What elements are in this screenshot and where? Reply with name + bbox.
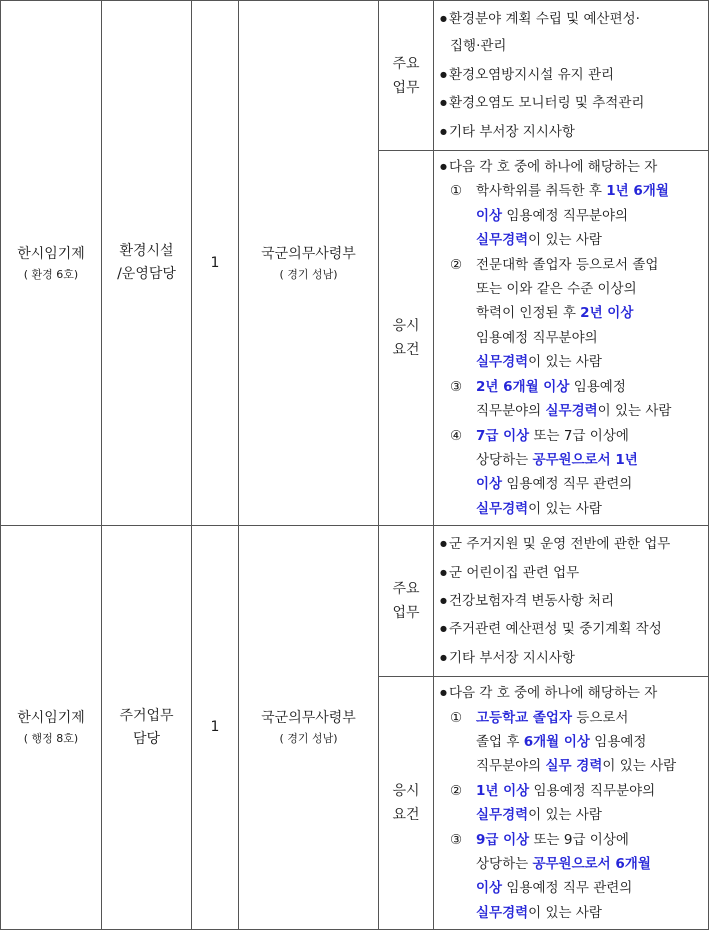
record-2-task-cell [102,526,192,930]
text: 상당하는 [476,451,533,468]
text: 또는 9급 이상에 [529,831,629,848]
highlight: 고등학교 졸업자 [476,709,572,726]
record-1-req-line-9 [440,375,704,399]
record-2-duty-1: ● 군 주거지원 및 운영 전반에 관한 업무 [440,530,704,558]
text: 상당하는 [476,856,533,872]
text: 학사학위를 취득한 후 [476,183,607,200]
record-2-req-label [379,677,434,930]
text: 임용예정 직무 관련의 [502,476,633,493]
record-2-req-line-2 [440,730,704,754]
text: 직무분야의 [476,758,546,775]
record-1-type-cell [1,1,102,526]
text: 등으로서 [572,709,629,726]
record-1-duties-row [1,1,709,151]
record-1-agency: 국군의무사령부 [261,245,356,262]
highlight: 1년 이상 [476,782,530,799]
record-1-req-line-8 [440,350,704,374]
record-2-req-line-9 [440,901,704,925]
record-1-req-line-14 [440,497,704,521]
record-1-task-b: /운영담당 [117,266,176,283]
record-2-req-intro: ● 다음 각 호 중에 하나에 해당하는 자 [440,681,704,705]
record-2-duty-5: ● 기타 부서장 지시사항 [440,644,704,672]
record-2-task-b: 담당 [132,730,161,747]
record-2-req-line-3 [440,754,704,778]
record-1-location: ( 경기 성남) [279,267,338,281]
record-1-agency-cell [239,1,379,526]
record-1-req-list [434,151,709,526]
text: 이 있는 사람 [602,758,677,775]
record-2-type: 한시임기제 [17,710,85,727]
record-1-req-line-11 [440,424,704,448]
text: 임용예정 직무분야의 [502,207,629,224]
record-1-req-line-10 [440,399,704,423]
record-1-req-intro: ● 다음 각 호 중에 하나에 해당하는 자 [440,155,704,179]
record-1-type-sub: ( 환경 6호) [23,267,79,281]
record-1-duty-4: ● 기타 부서장 지시사항 [440,118,704,146]
record-1-count: 1 [192,1,239,526]
highlight: 공무원으로서 6개월 [532,856,651,872]
text: 임용예정 직무 관련의 [502,880,633,897]
record-2-duty-3: ● 건강보험자격 변동사항 처리 [440,587,704,615]
record-2-agency: 국군의무사령부 [261,710,356,727]
highlight: 1년 6개월 [606,183,669,200]
text: 이 있는 사람 [528,807,602,824]
record-2-req-label-b: 요건 [392,807,420,824]
record-2-type-sub: ( 행정 8호) [23,732,79,746]
record-2-agency-cell [239,526,379,930]
record-2-duties-label-b: 업무 [392,605,420,622]
text: 이 있는 사람 [597,403,672,420]
record-1-duties-label-a: 주요 [392,55,420,72]
record-2-duty-2: ● 군 어린이집 관련 업무 [440,559,704,587]
highlight: 실무경력 [476,904,529,921]
record-1-req-line-7: 임용예정 직무분야의 [476,329,598,346]
num-1: ① [450,709,463,726]
record-1-req-label [379,151,434,526]
record-2-type-cell [1,526,102,930]
record-2-req-line-8 [440,876,704,900]
highlight: 실무경력 [476,807,529,824]
record-1-duties-label [379,1,434,151]
highlight: 실무 경력 [545,758,603,775]
record-1-req-line-4 [440,253,704,277]
record-1-duty-2: ● 환경오염방지시설 유지 관리 [440,61,704,89]
text: 또는 7급 이상에 [529,427,629,444]
record-2-req-line-5 [440,803,704,827]
record-1-duty-1-cont: 집행·관리 [450,38,507,55]
text: 임용예정 [589,733,647,750]
highlight: 9급 이상 [476,831,530,848]
record-1-req-line-1 [440,179,704,203]
record-1-req-label-b: 요건 [392,342,420,359]
text: 이 있는 사람 [528,904,602,921]
record-1-req-line-2 [440,204,704,228]
record-1-type: 한시임기제 [17,245,85,262]
record-2-location: ( 경기 성남) [279,732,338,746]
text: 임용예정 직무분야의 [529,782,656,799]
highlight: 실무경력 [476,354,529,371]
record-2-duties-label [379,526,434,677]
record-1-duty-1: ● 환경분야 계획 수립 및 예산편성· [440,5,704,33]
text: 이 있는 사람 [528,232,602,249]
record-2-req-label-a: 응시 [392,783,420,800]
record-2-duties-row [1,526,709,677]
record-1-duties-label-b: 업무 [392,79,420,96]
record-1-req-line-3 [440,228,704,252]
text: 직무분야의 [476,403,546,420]
num-2: ② [450,782,463,799]
record-1-duty-3: ● 환경오염도 모니터링 및 추적관리 [440,89,704,117]
num-3: ③ [450,831,463,848]
record-2-task-a: 주거업무 [119,707,174,724]
num-1: ① [450,183,463,200]
highlight: 실무경력 [476,232,529,249]
record-2-duties-label-a: 주요 [392,581,420,598]
highlight: 이상 [476,476,503,493]
text: 임용예정 [569,378,626,395]
record-2-req-line-1 [440,706,704,730]
record-2-duty-4: ● 주거관련 예산편성 및 중기계획 작성 [440,615,704,643]
record-2-req-line-6 [440,828,704,852]
highlight: 2년 이상 [580,305,634,322]
highlight: 2년 6개월 이상 [476,378,570,395]
record-1-duties-list [434,1,709,151]
record-1-req-line-5: 또는 이와 같은 수준 이상의 [476,281,637,298]
highlight: 이상 [476,207,503,224]
record-2-count: 1 [192,526,239,930]
highlight: 공무원으로서 1년 [532,451,638,468]
text: 이 있는 사람 [528,354,602,371]
record-1-req-label-a: 응시 [392,318,420,335]
highlight: 6개월 이상 [523,733,590,750]
text: 전문대학 졸업자 등으로서 졸업 [476,256,659,273]
text: 졸업 후 [476,733,524,750]
text: 이 있는 사람 [528,500,602,517]
record-1-task-a: 환경시설 [119,243,174,260]
record-1-req-line-13 [440,472,704,496]
record-2-req-line-4 [440,779,704,803]
highlight: 실무경력 [545,403,598,420]
highlight: 7급 이상 [476,427,530,444]
record-1-task-cell [102,1,192,526]
text: 학력이 인정된 후 [476,305,581,322]
num-2: ② [450,256,463,273]
num-3: ③ [450,378,463,395]
record-2-req-list [434,677,709,930]
record-1-req-line-12 [440,448,704,472]
highlight: 실무경력 [476,500,529,517]
record-2-req-line-7 [440,852,704,876]
highlight: 이상 [476,880,503,897]
num-4: ④ [450,427,463,444]
record-1-req-line-6 [440,301,704,325]
record-2-duties-list [434,526,709,677]
